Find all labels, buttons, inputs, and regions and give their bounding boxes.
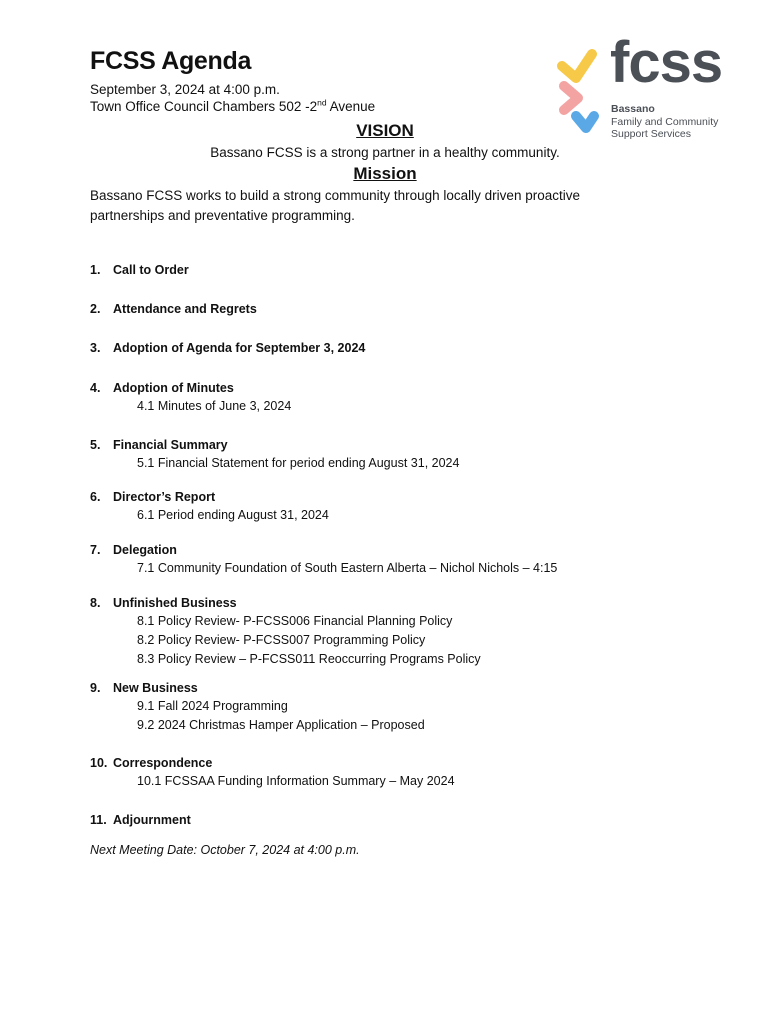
agenda-sub-item: 6.1 Period ending August 31, 2024 (137, 508, 329, 522)
agenda-item-label: Financial Summary (113, 438, 228, 452)
logo-wordmark: fcss (610, 30, 723, 95)
logo-line-1: Bassano (611, 103, 655, 115)
agenda-item-label: Adjournment (113, 813, 191, 827)
agenda-item (90, 596, 237, 610)
agenda-item-number: 2. (90, 302, 101, 316)
agenda-item-number: 8. (90, 596, 101, 610)
agenda-sub-item: 8.2 Policy Review- P-FCSS007 Programming Policy (137, 633, 426, 647)
agenda-sub-item: 10.1 FCSSAA Funding Information Summary – May 2024 (137, 774, 455, 788)
agenda-item-label: Director’s Report (113, 490, 216, 504)
agenda-item-label: Unfinished Business (113, 596, 237, 610)
vision-heading: VISION (356, 121, 414, 140)
location-prefix: Town Office Council Chambers 502 -2 (90, 99, 318, 114)
agenda-item-label: New Business (113, 681, 198, 695)
agenda-item (90, 381, 234, 395)
agenda-sub-item: 5.1 Financial Statement for period ending August 31, 2024 (137, 456, 460, 470)
agenda-item (90, 438, 228, 452)
page-title: FCSS Agenda (90, 47, 252, 75)
next-meeting-date: Next Meeting Date: October 7, 2024 at 4:00 p.m. (90, 843, 360, 857)
agenda-item-label: Adoption of Minutes (113, 381, 234, 395)
vision-text: Bassano FCSS is a strong partner in a healthy community. (210, 145, 560, 160)
agenda-sub-item: 9.2 2024 Christmas Hamper Application – Proposed (137, 718, 425, 732)
agenda-item-number: 4. (90, 381, 101, 395)
agenda-item-number: 10. (90, 756, 108, 770)
agenda-sub-item: 4.1 Minutes of June 3, 2024 (137, 399, 292, 413)
logo-pink-stroke-icon (564, 86, 578, 110)
agenda-item (90, 681, 198, 695)
agenda-item-label: Correspondence (113, 756, 213, 770)
agenda-item (90, 302, 257, 316)
mission-text: Bassano FCSS works to build a strong community through locally driven proactive partnerships and preventative programming. (90, 188, 580, 223)
agenda-item (90, 263, 189, 277)
agenda-item-number: 6. (90, 490, 101, 504)
agenda-item (90, 490, 215, 504)
agenda-item-label: Adoption of Agenda for September 3, 2024 (113, 341, 366, 355)
agenda-item-label: Attendance and Regrets (113, 302, 257, 316)
location-ordinal: nd (317, 97, 327, 108)
agenda-item (90, 813, 191, 827)
agenda-item-number: 9. (90, 681, 101, 695)
agenda-item-number: 7. (90, 543, 101, 557)
logo-line-3: Support Services (611, 128, 691, 140)
agenda-item (90, 341, 365, 355)
agenda-item-number: 3. (90, 341, 101, 355)
agenda-sub-item: 8.3 Policy Review – P-FCSS011 Reoccurring Programs Policy (137, 652, 481, 666)
agenda-sub-item: 9.1 Fall 2024 Programming (137, 699, 288, 713)
agenda-sub-item: 7.1 Community Foundation of South Eastern Alberta – Nichol Nichols – 4:15 (137, 561, 558, 575)
mission-heading: Mission (353, 164, 417, 183)
logo-line-2: Family and Community (611, 116, 719, 128)
location-suffix: Avenue (326, 99, 376, 114)
agenda-item-number: 5. (90, 438, 101, 452)
agenda-item-label: Delegation (113, 543, 177, 557)
agenda-item-label: Call to Order (113, 263, 189, 277)
agenda-item-number: 11. (90, 813, 107, 827)
meeting-date: September 3, 2024 at 4:00 p.m. (90, 82, 280, 97)
agenda-item (90, 756, 212, 770)
agenda-sub-item: 8.1 Policy Review- P-FCSS006 Financial Planning Policy (137, 614, 453, 628)
agenda-item-number: 1. (90, 263, 101, 277)
agenda-item (90, 543, 177, 557)
logo-yellow-stroke-icon (562, 54, 592, 78)
meeting-location (90, 99, 375, 114)
